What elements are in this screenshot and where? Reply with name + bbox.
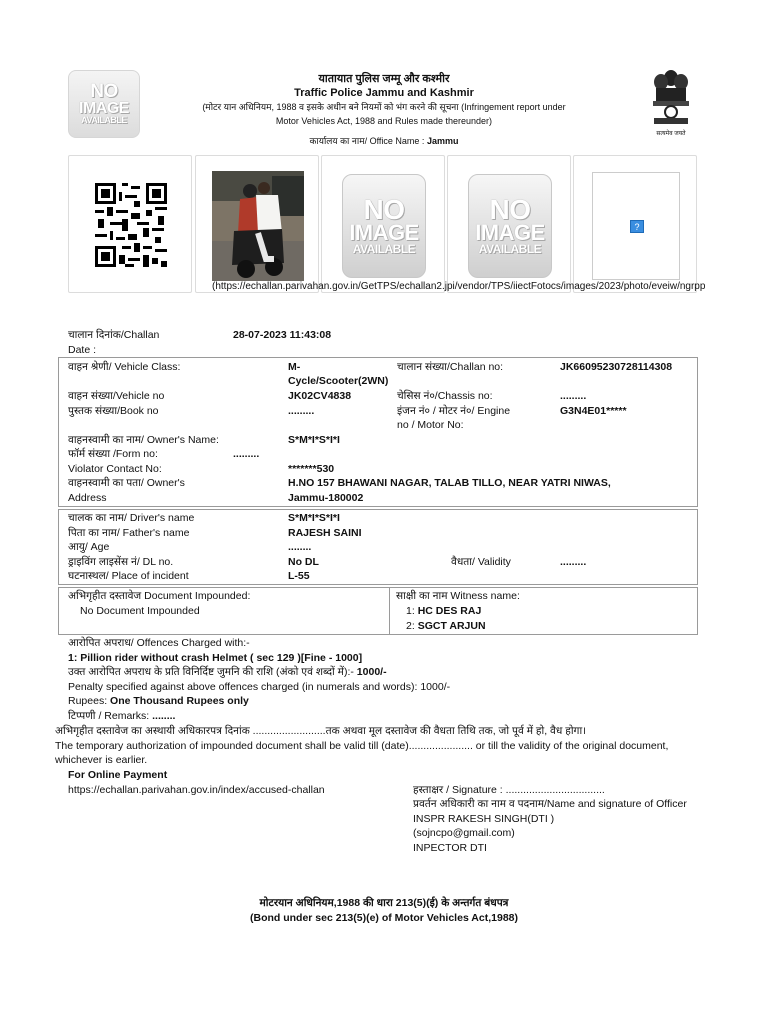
vehicle-class-label: वाहन श्रेणी/ Vehicle Class: — [68, 361, 181, 373]
place-value: L-55 — [288, 570, 310, 582]
validity-value: ......... — [560, 556, 587, 568]
signature-line: हस्ताक्षर / Signature : .................................. — [413, 784, 605, 796]
witness-2 — [406, 619, 486, 634]
qr-code-tile — [68, 155, 192, 293]
rupees-label: Rupees: — [68, 695, 108, 707]
rupees-line — [68, 694, 249, 709]
subtitle-line2: Motor Vehicles Act, 1988 and Rules made thereunder) — [275, 116, 493, 126]
impound-divider — [389, 587, 390, 635]
vehicle-no-label: वाहन संख्या/Vehicle no — [68, 390, 165, 402]
officer-name-label: प्रवर्तन अधिकारी का नाम व पदनाम/Name and signature of Officer — [413, 798, 687, 810]
engine-label-2: no / Motor No: — [397, 419, 464, 431]
vehicle-no-value: JK02CV4838 — [288, 390, 352, 402]
available-text: AVAILABLE — [352, 242, 416, 257]
image-text: IMAGE — [475, 220, 545, 246]
validity-label: वैधता/ Validity — [451, 556, 511, 568]
title-hindi: यातायात पुलिस जम्मू और कश्मीर — [318, 73, 450, 85]
owner-name-value: S*M*I*S*I*I — [288, 434, 340, 446]
remarks-line — [68, 709, 175, 724]
logo-no-text: NO — [90, 81, 118, 103]
temp-auth-english-2: whichever is earlier. — [55, 754, 148, 766]
document-header — [150, 72, 618, 148]
challan-no-label: चालान संख्या/Challan no: — [397, 361, 504, 373]
contact-value: *******530 — [288, 463, 335, 475]
age-value: ........ — [288, 541, 312, 553]
temp-auth-english-1: The temporary authorization of impounded document shall be valid till (date)...................... or till the validity of the original document, — [55, 740, 669, 752]
witness-1-number: 1: — [406, 605, 415, 617]
no-text: NO — [489, 193, 531, 225]
chassis-value: ......... — [560, 390, 587, 402]
chassis-label: चेसिस नं०/Chassis no: — [397, 390, 493, 402]
department-logo-placeholder — [68, 70, 140, 138]
evidence-photo-tile — [195, 155, 319, 293]
dl-label: ड्राइविंग लाइसेंस नं/ DL no. — [68, 556, 174, 568]
challan-date-value: 28-07-2023 11:43:08 — [233, 329, 332, 341]
engine-label-1: इंजन नं० / मोटर नं०/ Engine — [397, 405, 511, 417]
image-text: IMAGE — [349, 220, 419, 246]
title-english: Traffic Police Jammu and Kashmir — [294, 87, 474, 99]
office-label: कार्यालय का नाम/ Office Name : — [309, 136, 425, 146]
age-label: आयु/ Age — [68, 541, 110, 553]
broken-image-frame — [592, 172, 680, 280]
officer-name: INSPR RAKESH SINGH(DTI ) — [413, 813, 555, 825]
remarks-value: ........ — [152, 710, 176, 722]
photo-tile-4 — [447, 155, 571, 293]
bond-title-english: (Bond under sec 213(5)(e) of Motor Vehicles Act,1988) — [249, 912, 518, 924]
broken-image-icon: ? — [630, 220, 644, 233]
impound-value: No Document Impounded — [80, 605, 200, 617]
evidence-photo — [212, 171, 304, 281]
driver-name-label: चालक का नाम/ Driver's name — [68, 512, 195, 524]
no-image-placeholder-4 — [468, 174, 552, 278]
available-text: AVAILABLE — [478, 242, 542, 257]
contact-label: Violator Contact No: — [68, 463, 162, 475]
no-text: NO — [363, 193, 405, 225]
officer-designation: INPECTOR DTI — [413, 842, 487, 854]
form-no-value: ......... — [233, 448, 260, 460]
book-no-label: पुस्तक संख्या/Book no — [68, 405, 159, 417]
bond-title-hindi: मोटरयान अधिनियम,1988 की धारा 213(5)(ई) के अन्तर्गत बंधपत्र — [259, 897, 509, 909]
owner-address-value-1: H.NO 157 BHAWANI NAGAR, TALAB TILLO, NEAR YATRI NIWAS, — [288, 477, 611, 489]
national-emblem — [648, 66, 694, 140]
owner-address-label-1: वाहनस्वामी का पता/ Owner's — [68, 477, 185, 489]
engine-value: G3N4E01***** — [560, 405, 627, 417]
father-name-label: पिता का नाम/ Father's name — [68, 527, 190, 539]
place-label: घटनास्थल/ Place of incident — [68, 570, 189, 582]
rupees-value: One Thousand Rupees only — [110, 695, 249, 707]
form-no-label: फॉर्म संख्या /Form no: — [68, 448, 158, 460]
fine-amount — [68, 665, 387, 680]
image-url-overlap[interactable]: (https://echallan.parivahan.gov.in/GetTPS/echallan2.jpi/vendor/TPS/iiectFotocs/images/2023/photo/eveiw/ngrpp — [212, 281, 706, 292]
book-no-value: ......... — [288, 405, 315, 417]
emblem-icon — [648, 66, 694, 128]
offence-item-1: 1: Pillion rider without crash Helmet ( sec 129 )[Fine - 1000] — [68, 652, 363, 664]
online-payment-heading: For Online Payment — [68, 769, 168, 781]
logo-image-text: IMAGE — [79, 100, 129, 118]
challan-date-label-2: Date : — [68, 344, 97, 356]
photo-tile-5 — [573, 155, 697, 293]
remarks-label: टिप्पणी / Remarks: — [68, 710, 150, 722]
driver-name-value: S*M*I*S*I*I — [288, 512, 340, 524]
online-payment-link[interactable]: https://echallan.parivahan.gov.in/index/accused-challan — [68, 784, 325, 796]
emblem-motto: सत्यमेव जयते — [656, 131, 686, 137]
vehicle-class-value-2: Cycle/Scooter(2WN) — [288, 375, 389, 387]
office-name — [150, 134, 618, 148]
penalty-text: Penalty specified against above offences charged (in numerals and words): 1000/- — [68, 681, 451, 693]
qr-code-icon — [95, 183, 167, 267]
office-value: Jammu — [426, 136, 459, 146]
logo-available-text: AVAILABLE — [81, 115, 127, 126]
subtitle-line1: (मोटर यान अधिनियम, 1988 व इसके अधीन बने नियमों को भंग करने की सूचना (Infringement report under — [202, 102, 566, 112]
witness-1 — [406, 604, 481, 619]
witness-1-name: HC DES RAJ — [417, 605, 482, 617]
dl-value: No DL — [288, 556, 319, 568]
fine-label: उक्त आरोपित अपराध के प्रति विनिर्दिष्ट जुमनि की राशि (अंको एवं शब्दों में):- — [68, 666, 354, 678]
owner-address-value-2: Jammu-180002 — [288, 492, 364, 504]
offences-heading: आरोपित अपराध/ Offences Charged with:- — [68, 637, 250, 649]
father-name-value: RAJESH SAINI — [288, 527, 362, 539]
owner-name-label: वाहनस्वामी का नाम/ Owner's Name: — [68, 434, 219, 446]
owner-address-label-2: Address — [68, 492, 107, 504]
photo-tile-3 — [321, 155, 445, 293]
witness-label: साक्षी का नाम Witness name: — [396, 590, 520, 602]
fine-value: 1000/- — [356, 666, 387, 678]
temp-auth-hindi: अभिगृहीत दस्तावेज का अस्थायी अधिकारपत्र दिनांक .........................तक अथवा मूल दस्तावेज की वैधता तिथि तक, जो पूर्व में हो, वैध होगा। — [55, 725, 587, 737]
impound-label: अभिगृहीत दस्तावेज Document Impounded: — [68, 590, 251, 602]
vehicle-class-value-1: M- — [288, 361, 301, 373]
witness-2-number: 2: — [406, 620, 415, 632]
witness-2-name: SGCT ARJUN — [417, 620, 486, 632]
officer-email: (sojncpo@gmail.com) — [413, 827, 515, 839]
no-image-placeholder-3 — [342, 174, 426, 278]
challan-no-value: JK66095230728114308 — [560, 361, 673, 373]
challan-date-label: चालान दिनांक/Challan — [68, 329, 160, 341]
